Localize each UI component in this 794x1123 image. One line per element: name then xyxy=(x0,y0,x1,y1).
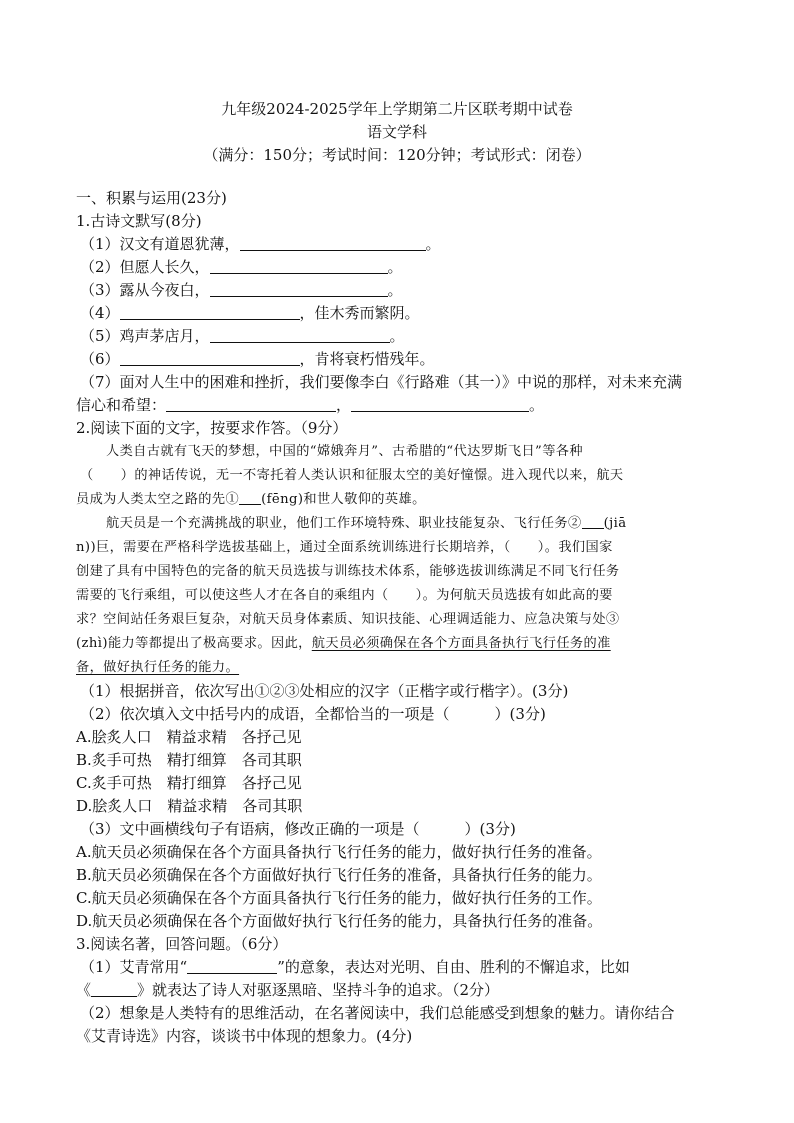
passage-line: n))巨，需要在严格科学选拔基础上，通过全面系统训练进行长期培养，（ ）。我们国家 xyxy=(76,540,613,555)
q1-item-2 xyxy=(76,256,721,279)
q2-sub3-option-b: B.航天员必须确保在各个方面做好执行飞行任务的准备，具备执行任务的能力。 xyxy=(76,866,602,884)
q3-sub1-line-1 xyxy=(76,956,721,979)
underlined-sentence: 备，做好执行任务的能力。 xyxy=(76,660,240,675)
q1-item-7-end: 。 xyxy=(529,396,545,414)
exam-header xyxy=(0,98,794,167)
q1-item-1 xyxy=(76,233,721,256)
q1-item-6-text: （6） xyxy=(80,350,120,368)
passage-line xyxy=(76,512,721,536)
q2-sub3: （3）文中画横线句子有语病，修改正确的一项是（ ）(3分) xyxy=(80,820,516,838)
q3-sub1-line-2 xyxy=(76,979,721,1002)
q2-sub2-option-b: B.炙手可热 精打细算 各司其职 xyxy=(76,751,302,769)
answer-blank[interactable] xyxy=(120,350,300,366)
pinyin-blank-1[interactable] xyxy=(239,489,261,505)
q1-item-3-text: （3）露从今夜白， xyxy=(80,281,210,299)
q2-sub2-option-d: D.脍炙人口 精益求精 各司其职 xyxy=(76,797,303,815)
q1-item-6 xyxy=(76,348,721,371)
exam-title: 九年级2024-2025学年上学期第二片区联考期中试卷 xyxy=(221,100,573,118)
answer-blank[interactable] xyxy=(120,304,300,320)
passage-line xyxy=(76,656,721,680)
q1-item-5-end: 。 xyxy=(389,327,405,345)
passage-line: （ ）的神话传说，无一不寄托着人类认识和征服太空的美好憧憬。进入现代以来，航天 xyxy=(80,468,624,483)
q1-item-5-text: （5）鸡声茅店月， xyxy=(80,327,210,345)
q1-item-5 xyxy=(76,325,721,348)
answer-blank[interactable] xyxy=(210,327,390,343)
q1-item-2-end: 。 xyxy=(387,258,403,276)
q1-title: 1.古诗文默写(8分) xyxy=(76,212,202,230)
q1-item-7-text: 信心和希望： xyxy=(76,396,167,414)
q3-sub1-text: ”的意象，表达对光明、自由、胜利的不懈追求，比如 xyxy=(277,958,630,976)
q2-sub2-option-a: A.脍炙人口 精益求精 各抒己见 xyxy=(76,728,302,746)
answer-blank[interactable] xyxy=(240,235,426,251)
q1-item-3-end: 。 xyxy=(387,281,403,299)
passage-text: (jiā xyxy=(603,516,627,531)
q2-sub2-option-c: C.炙手可热 精打细算 各抒己见 xyxy=(76,774,302,792)
exam-subject: 语文学科 xyxy=(366,123,427,141)
q1-item-4-end: ，佳木秀而繁阴。 xyxy=(299,304,420,322)
section-heading: 一、积累与运用(23分) xyxy=(76,189,227,207)
passage-text: (zhì)能力等都提出了极高要求。因此， xyxy=(76,636,312,651)
q1-item-7-comma: ， xyxy=(336,396,352,414)
answer-blank[interactable] xyxy=(351,396,529,412)
answer-blank[interactable] xyxy=(210,258,388,274)
q1-item-1-text: （1）汉文有道恩犹薄， xyxy=(80,235,240,253)
q2-title: 2.阅读下面的文字，按要求作答。（9分） xyxy=(76,419,348,437)
exam-content xyxy=(76,187,721,1048)
q1-item-4 xyxy=(76,302,721,325)
q3-sub1-text: （1）艾青常用“ xyxy=(80,958,188,976)
passage-line: 求？空间站任务艰巨复杂，对航天员身体素质、知识技能、心理调适能力、应急决策与处③ xyxy=(76,612,620,627)
q2-sub3-option-d: D.航天员必须确保在各个方面做好执行飞行任务的能力，具备执行任务的准备。 xyxy=(76,912,603,930)
answer-blank[interactable] xyxy=(210,281,388,297)
q3-sub1-text: 《 xyxy=(76,981,92,999)
q1-item-6-end: ，肯将衰朽惜残年。 xyxy=(299,350,435,368)
passage-text: 员成为人类太空之路的先① xyxy=(76,492,240,507)
q1-item-7-line-2 xyxy=(76,394,721,417)
q3-sub1-text: 》就表达了诗人对驱逐黑暗、坚持斗争的追求。（2分） xyxy=(137,981,500,999)
q1-item-2-text: （2）但愿人长久， xyxy=(80,258,210,276)
underlined-sentence: 航天员必须确保在各个方面具备执行飞行任务的准 xyxy=(311,636,611,651)
q2-sub3-option-a: A.航天员必须确保在各个方面具备执行飞行任务的能力，做好执行任务的准备。 xyxy=(76,843,602,861)
q1-item-1-end: 。 xyxy=(425,235,441,253)
exam-info: （满分：150分；考试时间：120分钟；考试形式：闭卷） xyxy=(203,146,591,164)
q3-title: 3.阅读名著，回答问题。（6分） xyxy=(76,935,288,953)
q2-sub3-option-c: C.航天员必须确保在各个方面具备执行飞行任务的能力，做好执行任务的工作。 xyxy=(76,889,602,907)
passage-text: 航天员是一个充满挑战的职业，他们工作环境特殊、职业技能复杂、飞行任务② xyxy=(106,516,582,531)
passage-line xyxy=(76,632,721,656)
answer-blank[interactable] xyxy=(166,396,336,412)
answer-blank[interactable] xyxy=(187,958,277,974)
passage-line: 人类自古就有飞天的梦想，中国的“嫦娥奔月”、古希腊的“代达罗斯飞日”等各种 xyxy=(106,444,583,459)
passage-line xyxy=(76,488,721,512)
q1-item-4-text: （4） xyxy=(80,304,120,322)
q3-sub2-line-1: （2）想象是人类特有的思维活动，在名著阅读中，我们总能感受到想象的魅力。请你结合 xyxy=(80,1004,675,1022)
q3-sub2-line-2: 《艾青诗选》内容，谈谈书中体现的想象力。(4分) xyxy=(76,1027,413,1045)
q2-sub2: （2）依次填入文中括号内的成语，全都恰当的一项是（ ）(3分) xyxy=(80,705,546,723)
answer-blank[interactable] xyxy=(91,981,137,997)
passage-text: (fēng)和世人敬仰的英雄。 xyxy=(261,492,426,507)
pinyin-blank-2[interactable] xyxy=(582,513,604,529)
q1-item-3 xyxy=(76,279,721,302)
q2-passage xyxy=(76,440,721,680)
q1-item-7-line-1: （7）面对人生中的困难和挫折，我们要像李白《行路难（其一）》中说的那样，对未来充满 xyxy=(80,373,683,391)
passage-line: 需要的飞行乘组，可以使这些人才在各自的乘组内（ ）。为何航天员选拔有如此高的要 xyxy=(76,588,613,603)
passage-line: 创建了具有中国特色的完备的航天员选拔与训练技术体系，能够选拔训练满足不同飞行任务 xyxy=(76,564,620,579)
q2-sub1: （1）根据拼音，依次写出①②③处相应的汉字（正楷字或行楷字）。(3分) xyxy=(80,682,569,700)
